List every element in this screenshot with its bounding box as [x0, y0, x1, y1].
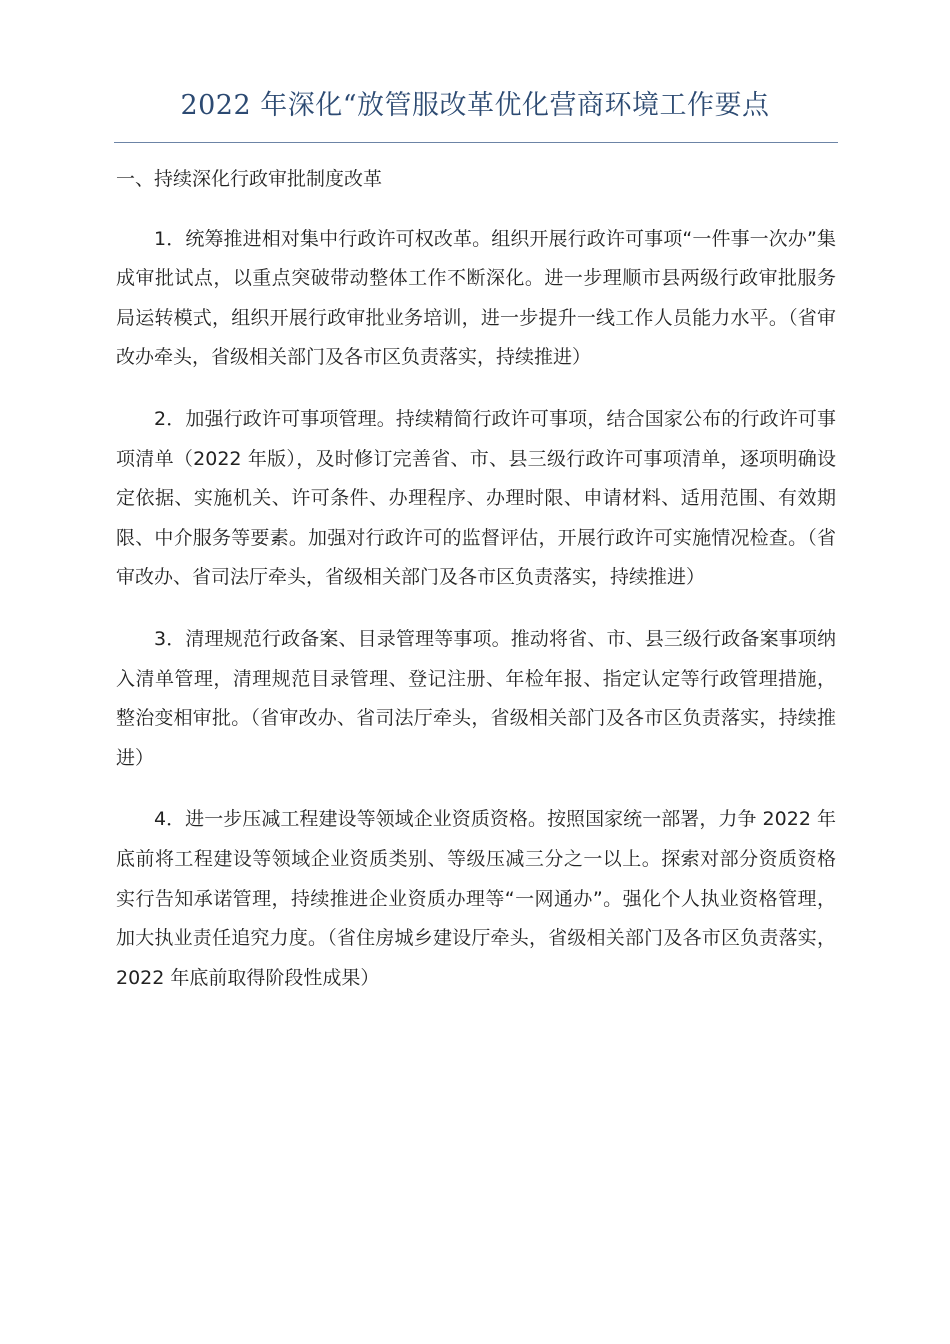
paragraph-item-2: 2．加强行政许可事项管理。持续精简行政许可事项，结合国家公布的行政许可事项清单（2022 年版），及时修订完善省、市、县三级行政许可事项清单，逐项明确设定依据、实施机关、许可条件、办理程序、办理时限、申请材料、适用范围、有效期限、中介服务等要素。加强对行政许可的监督评估，开展行政许可实施情况检查。（省审改办、省司法厅牵头，省级相关部门及各市区负责落实，持续推进）	[116, 407, 836, 589]
paragraph-item-1: 1．统筹推进相对集中行政许可权改革。组织开展行政许可事项“一件事一次办”集成审批试点，以重点突破带动整体工作不断深化。进一步理顺市县两级行政审批服务局运转模式，组织开展行政审批业务培训，进一步提升一线工作人员能力水平。（省审改办牵头，省级相关部门及各市区负责落实，持续推进）	[116, 227, 836, 369]
section-heading: 一、持续深化行政审批制度改革	[116, 168, 383, 190]
document-title: 2022 年深化“放管服改革优化营商环境工作要点	[180, 90, 770, 121]
document-body	[116, 160, 836, 1020]
paragraph-item-3: 3．清理规范行政备案、目录管理等事项。推动将省、市、县三级行政备案事项纳入清单管理，清理规范目录管理、登记注册、年检年报、指定认定等行政管理措施，整治变相审批。（省审改办、省司法厅牵头，省级相关部门及各市区负责落实，持续推进）	[116, 627, 836, 769]
paragraph-item-4: 4．进一步压减工程建设等领域企业资质资格。按照国家统一部署，力争 2022 年底前将工程建设等领域企业资质类别、等级压减三分之一以上。探索对部分资质资格实行告知承诺管理，持续推进企业资质办理等“一网通办”。强化个人执业资格管理，加大执业责任追究力度。（省住房城乡建设厅牵头，省级相关部门及各市区负责落实，2022 年底前取得阶段性成果）	[116, 808, 836, 989]
title-divider	[114, 142, 838, 143]
